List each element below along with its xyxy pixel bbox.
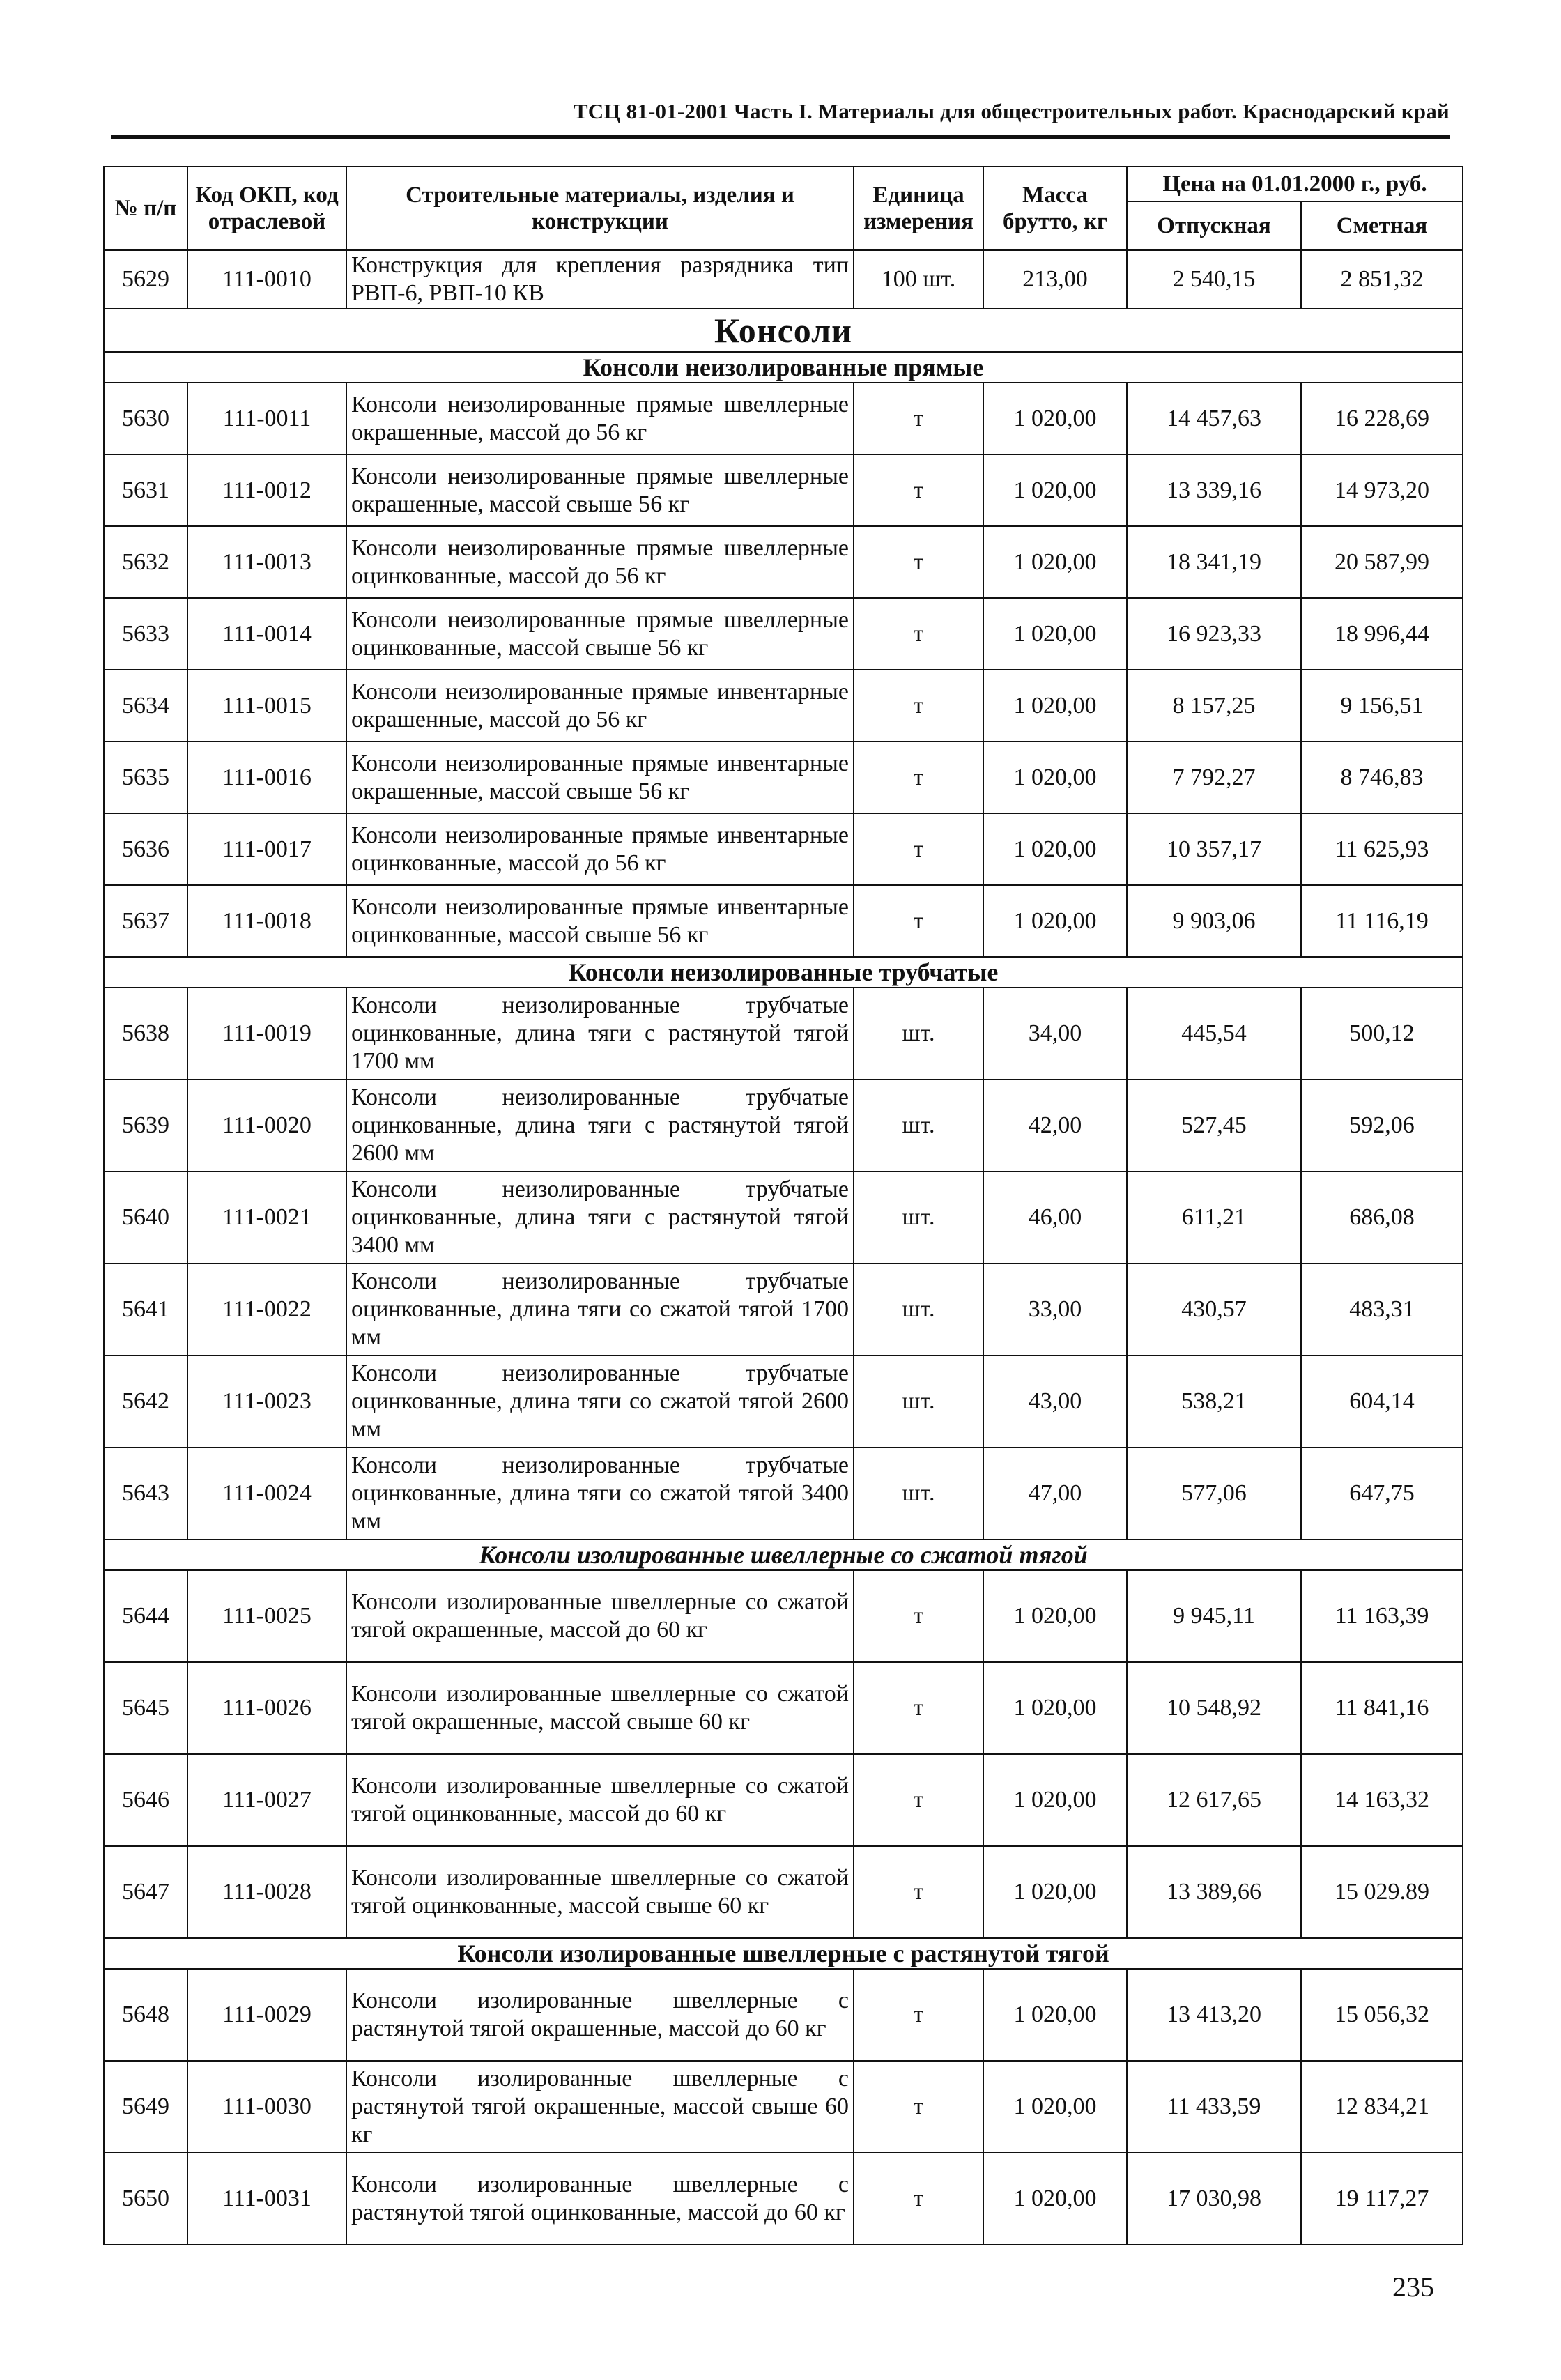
cell-num: 5632 <box>104 526 187 598</box>
cell-price-release: 11 433,59 <box>1127 2061 1301 2153</box>
cell-num: 5649 <box>104 2061 187 2153</box>
cell-desc: Консоли неизолированные трубчатые оцинкованные, длина тяги с растянутой тягой 1700 мм <box>346 988 854 1080</box>
cell-price-estimate: 11 841,16 <box>1301 1662 1463 1754</box>
cell-desc: Консоли неизолированные прямые инвентарные оцинкованные, массой свыше 56 кг <box>346 885 854 957</box>
cell-price-release: 13 389,66 <box>1127 1846 1301 1938</box>
cell-code: 111-0018 <box>187 885 346 957</box>
cell-code: 111-0027 <box>187 1754 346 1846</box>
cell-desc: Консоли неизолированные трубчатые оцинкованные, длина тяги с растянутой тягой 2600 мм <box>346 1080 854 1172</box>
cell-price-estimate: 16 228,69 <box>1301 383 1463 454</box>
cell-mass: 1 020,00 <box>983 1662 1127 1754</box>
cell-desc: Консоли изолированные швеллерные с растянутой тягой оцинкованные, массой до 60 кг <box>346 2153 854 2245</box>
cell-mass: 47,00 <box>983 1448 1127 1540</box>
cell-code: 111-0024 <box>187 1448 346 1540</box>
table-row <box>104 742 1463 813</box>
cell-price-release: 445,54 <box>1127 988 1301 1080</box>
table-row <box>104 1570 1463 1662</box>
cell-unit: т <box>854 383 983 454</box>
cell-price-estimate: 592,06 <box>1301 1080 1463 1172</box>
cell-code: 111-0026 <box>187 1662 346 1754</box>
cell-unit: т <box>854 670 983 742</box>
cell-price-estimate: 647,75 <box>1301 1448 1463 1540</box>
table-row <box>104 1264 1463 1356</box>
section-title: Консоли неизолированные прямые <box>104 352 1463 383</box>
section-title: Консоли неизолированные трубчатые <box>104 957 1463 988</box>
cell-mass: 213,00 <box>983 250 1127 309</box>
cell-mass: 1 020,00 <box>983 1846 1127 1938</box>
cell-code: 111-0013 <box>187 526 346 598</box>
cell-price-release: 17 030,98 <box>1127 2153 1301 2245</box>
cell-code: 111-0020 <box>187 1080 346 1172</box>
cell-price-release: 18 341,19 <box>1127 526 1301 598</box>
cell-code: 111-0014 <box>187 598 346 670</box>
table-body <box>104 250 1463 383</box>
header-name: Строительные материалы, изделия и конструкции <box>346 167 854 250</box>
table-row <box>104 1356 1463 1448</box>
cell-mass: 1 020,00 <box>983 598 1127 670</box>
table-row <box>104 1080 1463 1172</box>
cell-num: 5644 <box>104 1570 187 1662</box>
cell-desc: Консоли неизолированные трубчатые оцинкованные, длина тяги со сжатой тягой 3400 мм <box>346 1448 854 1540</box>
cell-price-release: 13 339,16 <box>1127 454 1301 526</box>
cell-mass: 46,00 <box>983 1172 1127 1264</box>
cell-price-release: 8 157,25 <box>1127 670 1301 742</box>
cell-mass: 1 020,00 <box>983 454 1127 526</box>
table-row <box>104 1969 1463 2061</box>
table-row <box>104 526 1463 598</box>
cell-code: 111-0010 <box>187 250 346 309</box>
table-row <box>104 1448 1463 1540</box>
header-code: Код ОКП, код отраслевой <box>187 167 346 250</box>
cell-code: 111-0022 <box>187 1264 346 1356</box>
cell-code: 111-0015 <box>187 670 346 742</box>
cell-desc: Консоли неизолированные прямые швеллерные окрашенные, массой до 56 кг <box>346 383 854 454</box>
cell-mass: 1 020,00 <box>983 383 1127 454</box>
cell-unit: т <box>854 1969 983 2061</box>
cell-num: 5647 <box>104 1846 187 1938</box>
section-heading <box>104 1938 1463 1969</box>
section-heading-main <box>104 309 1463 352</box>
cell-price-release: 527,45 <box>1127 1080 1301 1172</box>
section-heading <box>104 957 1463 988</box>
cell-price-release: 9 945,11 <box>1127 1570 1301 1662</box>
cell-unit: шт. <box>854 1356 983 1448</box>
table-row <box>104 813 1463 885</box>
cell-desc: Конструкция для крепления разрядника тип РВП-6, РВП-10 КВ <box>346 250 854 309</box>
cell-price-estimate: 604,14 <box>1301 1356 1463 1448</box>
cell-unit: т <box>854 742 983 813</box>
cell-mass: 1 020,00 <box>983 1969 1127 2061</box>
cell-unit: т <box>854 526 983 598</box>
cell-mass: 1 020,00 <box>983 2061 1127 2153</box>
cell-unit: т <box>854 1662 983 1754</box>
section2-rows <box>104 988 1463 1540</box>
cell-code: 111-0011 <box>187 383 346 454</box>
cell-desc: Консоли изолированные швеллерные с растянутой тягой окрашенные, массой свыше 60 кг <box>346 2061 854 2153</box>
cell-code: 111-0016 <box>187 742 346 813</box>
cell-num: 5629 <box>104 250 187 309</box>
cell-desc: Консоли изолированные швеллерные с растянутой тягой окрашенные, массой до 60 кг <box>346 1969 854 2061</box>
cell-num: 5638 <box>104 988 187 1080</box>
table-row <box>104 1754 1463 1846</box>
cell-desc: Консоли неизолированные трубчатые оцинкованные, длина тяги со сжатой тягой 2600 мм <box>346 1356 854 1448</box>
header-price-estimate: Сметная <box>1301 201 1463 250</box>
cell-desc: Консоли изолированные швеллерные со сжатой тягой оцинкованные, массой свыше 60 кг <box>346 1846 854 1938</box>
cell-desc: Консоли изолированные швеллерные со сжатой тягой окрашенные, массой до 60 кг <box>346 1570 854 1662</box>
cell-num: 5636 <box>104 813 187 885</box>
cell-unit: т <box>854 1846 983 1938</box>
section-title: Консоли изолированные швеллерные с растянутой тягой <box>104 1938 1463 1969</box>
cell-desc: Консоли неизолированные трубчатые оцинкованные, длина тяги с растянутой тягой 3400 мм <box>346 1172 854 1264</box>
cell-unit: 100 шт. <box>854 250 983 309</box>
section4-rows <box>104 1969 1463 2245</box>
cell-mass: 43,00 <box>983 1356 1127 1448</box>
cell-num: 5635 <box>104 742 187 813</box>
cell-num: 5650 <box>104 2153 187 2245</box>
cell-unit: шт. <box>854 1080 983 1172</box>
section-title: Консоли <box>104 309 1463 352</box>
table-row <box>104 598 1463 670</box>
cell-mass: 1 020,00 <box>983 813 1127 885</box>
header-price-release: Отпускная <box>1127 201 1301 250</box>
table-row <box>104 2061 1463 2153</box>
cell-unit: т <box>854 2061 983 2153</box>
cell-num: 5642 <box>104 1356 187 1448</box>
cell-price-release: 16 923,33 <box>1127 598 1301 670</box>
cell-price-estimate: 9 156,51 <box>1301 670 1463 742</box>
cell-mass: 1 020,00 <box>983 670 1127 742</box>
cell-price-estimate: 2 851,32 <box>1301 250 1463 309</box>
cell-mass: 1 020,00 <box>983 885 1127 957</box>
cell-code: 111-0021 <box>187 1172 346 1264</box>
cell-price-release: 10 357,17 <box>1127 813 1301 885</box>
cell-unit: т <box>854 1570 983 1662</box>
table-row <box>104 454 1463 526</box>
cell-price-estimate: 500,12 <box>1301 988 1463 1080</box>
cell-mass: 1 020,00 <box>983 1754 1127 1846</box>
cell-price-release: 13 413,20 <box>1127 1969 1301 2061</box>
cell-desc: Консоли неизолированные прямые швеллерные оцинкованные, массой до 56 кг <box>346 526 854 598</box>
cell-mass: 1 020,00 <box>983 2153 1127 2245</box>
cell-desc: Консоли неизолированные трубчатые оцинкованные, длина тяги со сжатой тягой 1700 мм <box>346 1264 854 1356</box>
table-row <box>104 2153 1463 2245</box>
section-heading <box>104 352 1463 383</box>
table-row <box>104 670 1463 742</box>
cell-num: 5640 <box>104 1172 187 1264</box>
cell-code: 111-0012 <box>187 454 346 526</box>
cell-desc: Консоли неизолированные прямые швеллерные окрашенные, массой свыше 56 кг <box>346 454 854 526</box>
cell-price-estimate: 15 029.89 <box>1301 1846 1463 1938</box>
cell-price-release: 7 792,27 <box>1127 742 1301 813</box>
cell-price-estimate: 20 587,99 <box>1301 526 1463 598</box>
cell-code: 111-0028 <box>187 1846 346 1938</box>
cell-price-estimate: 483,31 <box>1301 1264 1463 1356</box>
cell-code: 111-0025 <box>187 1570 346 1662</box>
cell-unit: т <box>854 2153 983 2245</box>
cell-unit: т <box>854 454 983 526</box>
cell-price-estimate: 15 056,32 <box>1301 1969 1463 2061</box>
cell-code: 111-0030 <box>187 2061 346 2153</box>
cell-num: 5637 <box>104 885 187 957</box>
cell-price-release: 14 457,63 <box>1127 383 1301 454</box>
cell-mass: 34,00 <box>983 988 1127 1080</box>
cell-price-release: 577,06 <box>1127 1448 1301 1540</box>
page-header <box>112 99 1450 139</box>
section-title: Консоли изолированные швеллерные со сжатой тягой <box>104 1540 1463 1570</box>
page-number: 235 <box>1392 2271 1434 2303</box>
table-row <box>104 1662 1463 1754</box>
table-row <box>104 1846 1463 1938</box>
cell-num: 5633 <box>104 598 187 670</box>
table-row <box>104 250 1463 309</box>
cell-mass: 42,00 <box>983 1080 1127 1172</box>
cell-unit: шт. <box>854 1172 983 1264</box>
cell-num: 5639 <box>104 1080 187 1172</box>
header-num: № п/п <box>104 167 187 250</box>
cell-num: 5643 <box>104 1448 187 1540</box>
cell-price-estimate: 14 163,32 <box>1301 1754 1463 1846</box>
cell-price-estimate: 8 746,83 <box>1301 742 1463 813</box>
section3-rows <box>104 1570 1463 1938</box>
cell-price-estimate: 686,08 <box>1301 1172 1463 1264</box>
cell-code: 111-0031 <box>187 2153 346 2245</box>
table-row <box>104 885 1463 957</box>
cell-price-estimate: 11 163,39 <box>1301 1570 1463 1662</box>
cell-unit: т <box>854 1754 983 1846</box>
cell-num: 5645 <box>104 1662 187 1754</box>
header-title: ТСЦ 81-01-2001 Часть I. Материалы для общестроительных работ. Краснодарский край <box>573 99 1450 123</box>
cell-unit: шт. <box>854 1448 983 1540</box>
cell-price-estimate: 19 117,27 <box>1301 2153 1463 2245</box>
cell-desc: Консоли неизолированные прямые инвентарные окрашенные, массой до 56 кг <box>346 670 854 742</box>
materials-table <box>103 166 1463 2245</box>
table-row <box>104 383 1463 454</box>
cell-unit: т <box>854 598 983 670</box>
cell-mass: 1 020,00 <box>983 1570 1127 1662</box>
cell-code: 111-0023 <box>187 1356 346 1448</box>
cell-price-release: 430,57 <box>1127 1264 1301 1356</box>
cell-num: 5634 <box>104 670 187 742</box>
cell-desc: Консоли неизолированные прямые швеллерные оцинкованные, массой свыше 56 кг <box>346 598 854 670</box>
section-heading <box>104 1540 1463 1570</box>
cell-mass: 1 020,00 <box>983 742 1127 813</box>
header-unit: Единица измерения <box>854 167 983 250</box>
cell-desc: Консоли неизолированные прямые инвентарные окрашенные, массой свыше 56 кг <box>346 742 854 813</box>
cell-price-release: 12 617,65 <box>1127 1754 1301 1846</box>
cell-code: 111-0017 <box>187 813 346 885</box>
cell-num: 5648 <box>104 1969 187 2061</box>
cell-unit: шт. <box>854 1264 983 1356</box>
cell-price-release: 611,21 <box>1127 1172 1301 1264</box>
cell-price-release: 9 903,06 <box>1127 885 1301 957</box>
cell-num: 5646 <box>104 1754 187 1846</box>
cell-num: 5641 <box>104 1264 187 1356</box>
cell-code: 111-0029 <box>187 1969 346 2061</box>
cell-code: 111-0019 <box>187 988 346 1080</box>
cell-desc: Консоли неизолированные прямые инвентарные оцинкованные, массой до 56 кг <box>346 813 854 885</box>
cell-price-release: 10 548,92 <box>1127 1662 1301 1754</box>
cell-num: 5630 <box>104 383 187 454</box>
cell-unit: т <box>854 813 983 885</box>
table-row <box>104 1172 1463 1264</box>
cell-mass: 1 020,00 <box>983 526 1127 598</box>
cell-price-release: 538,21 <box>1127 1356 1301 1448</box>
cell-desc: Консоли изолированные швеллерные со сжатой тягой окрашенные, массой свыше 60 кг <box>346 1662 854 1754</box>
header-price-group: Цена на 01.01.2000 г., руб. <box>1127 167 1463 201</box>
cell-price-estimate: 11 116,19 <box>1301 885 1463 957</box>
cell-price-estimate: 11 625,93 <box>1301 813 1463 885</box>
cell-num: 5631 <box>104 454 187 526</box>
header-mass: Масса брутто, кг <box>983 167 1127 250</box>
cell-price-release: 2 540,15 <box>1127 250 1301 309</box>
cell-mass: 33,00 <box>983 1264 1127 1356</box>
cell-price-estimate: 18 996,44 <box>1301 598 1463 670</box>
cell-unit: т <box>854 885 983 957</box>
cell-unit: шт. <box>854 988 983 1080</box>
cell-desc: Консоли изолированные швеллерные со сжатой тягой оцинкованные, массой до 60 кг <box>346 1754 854 1846</box>
section1-rows <box>104 383 1463 957</box>
cell-price-estimate: 14 973,20 <box>1301 454 1463 526</box>
cell-price-estimate: 12 834,21 <box>1301 2061 1463 2153</box>
table-row <box>104 988 1463 1080</box>
